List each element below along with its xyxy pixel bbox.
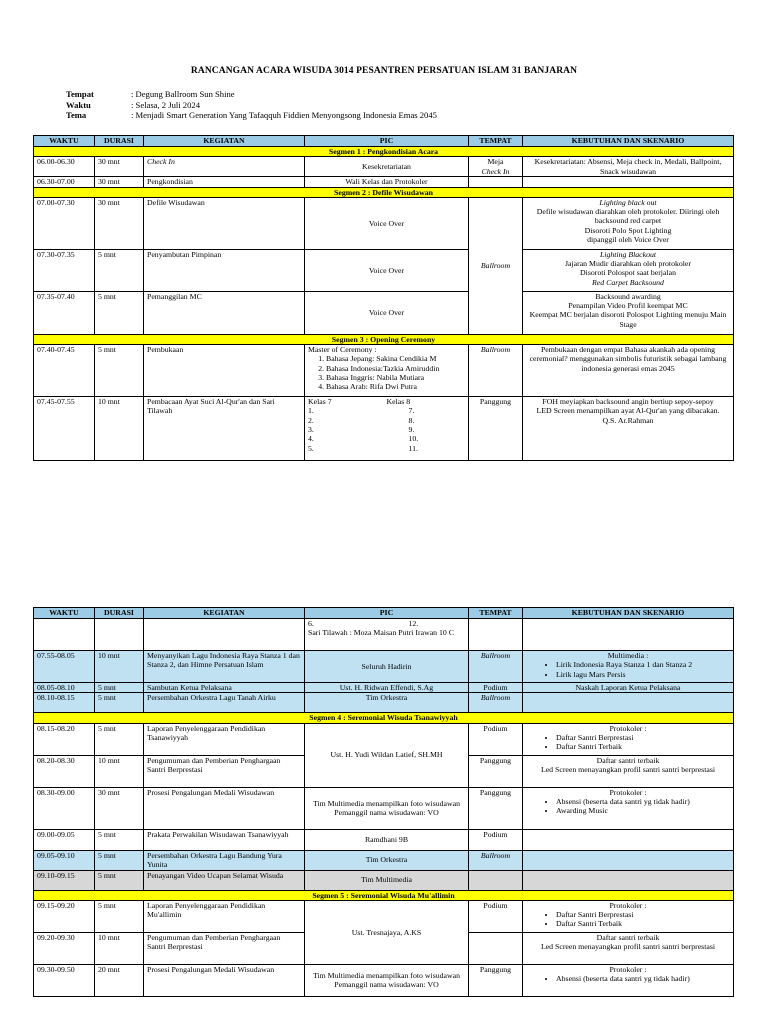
cell-durasi: 10 mnt <box>95 651 144 683</box>
list-item: • Lirik Indonesia Raya Stanza 1 dan Stanza 2 <box>556 660 730 669</box>
cell-tempat: Podium <box>469 900 523 932</box>
skenario-line: Backsound awarding <box>595 291 661 301</box>
cell-skenario <box>523 900 734 932</box>
cell-pic <box>305 397 469 461</box>
table-row <box>34 787 734 829</box>
table-row <box>34 345 734 397</box>
cell-kegiatan: Pemanggilan MC <box>144 291 305 334</box>
reciter-slot: 4. <box>308 434 314 444</box>
skenario-heading: Multimedia : <box>607 651 649 660</box>
cell-tempat: Panggung <box>469 397 523 461</box>
table-row <box>34 619 734 651</box>
cell-skenario <box>523 177 734 187</box>
cell-tempat: Podium <box>469 723 523 755</box>
table-row <box>34 177 734 187</box>
segment-title <box>34 334 734 344</box>
reciter-slot: 5. <box>308 443 314 453</box>
reciter-slot: 9. <box>408 425 415 435</box>
tempat-line: Meja <box>487 157 504 167</box>
cell-tempat: Ballroom <box>469 850 523 870</box>
meta-value: : Degung Ballroom Sun Shine <box>131 89 235 99</box>
meta-key: Tempat <box>66 89 94 99</box>
cell-durasi: 10 mnt <box>95 397 144 461</box>
cell-tempat: Podium <box>469 683 523 693</box>
cell-tempat <box>469 619 523 651</box>
cell-pic: Kesekretariatan <box>305 157 469 177</box>
cell-kegiatan: Menyanyikan Lagu Indonesia Raya Stanza 1 dan Stanza 2, dan Himne Persatuan Islam <box>144 651 305 683</box>
segment-row <box>34 187 734 197</box>
list-item: • Awarding Music <box>556 806 730 815</box>
pic-line: Pemanggil nama wisudawan: VO <box>334 808 439 818</box>
cell-tempat <box>469 932 523 964</box>
list-item: • Lirik lagu Mars Persis <box>556 670 730 679</box>
cell-skenario <box>523 829 734 850</box>
cell-durasi: 10 mnt <box>95 932 144 964</box>
skenario-line: Disoroti Polo Spot Lighting <box>584 225 672 235</box>
cell-durasi: 5 mnt <box>95 291 144 334</box>
meta-row-waktu <box>66 100 437 111</box>
reciter-slot: 3. <box>308 425 314 435</box>
cell-waktu: 07.30-07.35 <box>34 249 95 291</box>
cell-pic: Ust. Tresnajaya, A.KS <box>305 900 469 964</box>
cell-kegiatan: Prosesi Pengalungan Medali Wisudawan <box>144 787 305 829</box>
header-skenario: KEBUTUHAN DAN SKENARIO <box>523 136 734 147</box>
reciter-slot: 12. <box>408 619 419 628</box>
cell-tempat: Ballroom <box>469 197 523 334</box>
skenario-line: Penampilan Video Profil keempat MC <box>568 301 688 311</box>
cell-pic: Voice Over <box>305 197 469 249</box>
table-row <box>34 291 734 334</box>
table-row <box>34 964 734 996</box>
skenario-line: Lighting black out <box>599 197 657 207</box>
table-row <box>34 197 734 249</box>
cell-waktu: 09.30-09.50 <box>34 964 95 996</box>
cell-skenario: Pembukaan dengan empat Bahasa akankah ada opening ceremonial? menggunakan simbolis futuristik sebagai lambang indonesia generasi emas 2045 <box>523 345 734 397</box>
table-row <box>34 397 734 461</box>
cell-kegiatan: Pengkondisian <box>144 177 305 187</box>
sari-tilawah: Sari Tilawah : Moza Maisan Putri Irawan 10 C <box>308 628 454 638</box>
table-row <box>34 870 734 890</box>
mc-list <box>308 354 465 391</box>
cell-waktu: 07.00-07.30 <box>34 197 95 249</box>
cell-durasi: 5 mnt <box>95 850 144 870</box>
skenario-heading: Protokoler : <box>609 787 647 797</box>
cell-skenario <box>523 932 734 964</box>
skenario-line: Defile wisudawan diarahkan oleh protokoler. Diiringi oleh backsound red carpet <box>536 207 720 226</box>
skenario-line: Daftar santri terbaik <box>596 932 660 942</box>
cell-waktu: 06.00-06.30 <box>34 157 95 177</box>
segment-row <box>34 713 734 723</box>
cell-pic <box>305 964 469 996</box>
table-row <box>34 683 734 693</box>
reciter-slot: 11. <box>408 443 418 453</box>
table-row <box>34 723 734 755</box>
cell-durasi: 20 mnt <box>95 964 144 996</box>
segment-row <box>34 334 734 344</box>
skenario-line: FOH meyiapkan backsound angin bertiup sepoy-sepoy <box>542 397 714 407</box>
cell-skenario: Naskah Laporan Ketua Pelaksana <box>523 683 734 693</box>
cell-kegiatan: Defile Wisudawan <box>144 197 305 249</box>
cell-waktu: 08.30-09.00 <box>34 787 95 829</box>
table-row <box>34 651 734 683</box>
header-tempat: TEMPAT <box>469 608 523 619</box>
cell-tempat <box>469 870 523 890</box>
cell-tempat: Ballroom <box>469 693 523 713</box>
skenario-line: Jajaran Mudir diarahkan oleh protokoler <box>564 259 691 269</box>
cell-pic <box>305 619 469 651</box>
cell-waktu: 08.10-08.15 <box>34 693 95 713</box>
skenario-line: dipanggil oleh Voice Over <box>587 235 669 245</box>
segment-title: Segmen 1 : Pengkondisian Acara <box>34 147 734 157</box>
list-item: • Daftar Santri Berprestasi <box>556 733 730 742</box>
cell-kegiatan: Pembukaan <box>144 345 305 397</box>
cell-durasi: 5 mnt <box>95 723 144 755</box>
cell-skenario <box>523 964 734 996</box>
segment-title: Segmen 4 : Seremonial Wisuda Tsanawiyyah <box>34 713 734 723</box>
reciter-slot: 1. <box>308 406 314 416</box>
meta-row-tema <box>66 110 437 121</box>
cell-pic: Ramdhani 9B <box>305 829 469 850</box>
cell-tempat <box>469 177 523 187</box>
cell-kegiatan: Prosesi Pengalungan Medali Wisudawan <box>144 964 305 996</box>
cell-waktu: 06.30-07.00 <box>34 177 95 187</box>
cell-pic: Ust. H. Ridwan Effendi, S.Ag <box>305 683 469 693</box>
skenario-line: Led Screen menayangkan profil santri santri berprestasi <box>540 942 716 952</box>
meta-value: : Menjadi Smart Generation Yang Tafaqquh Fiddien Menyongsong Indonesia Emas 2045 <box>131 110 437 120</box>
header-durasi: DURASI <box>95 136 144 147</box>
cell-kegiatan: Sambutan Ketua Pelaksana <box>144 683 305 693</box>
cell-pic: Wali Kelas dan Protokoler <box>305 177 469 187</box>
list-item: • Daftar Santri Terbaik <box>556 742 730 751</box>
skenario-list <box>526 660 730 679</box>
segment-row <box>34 147 734 157</box>
cell-skenario: Kesekretariatan: Absensi, Meja check in, Medali, Ballpoint, Snack wisudawan <box>523 157 734 177</box>
cell-waktu: 08.05-08.10 <box>34 683 95 693</box>
reciter-slot: 6. <box>308 619 314 628</box>
reciter-slot: 10. <box>408 434 419 444</box>
cell-tempat: Podium <box>469 829 523 850</box>
segment-title-text: Segmen 3 : Opening Ceremony <box>331 334 436 344</box>
list-item: • Daftar Santri Berprestasi <box>556 910 730 919</box>
list-item: 3. Bahasa Inggris: Nabila Mutiara <box>326 373 465 382</box>
cell-durasi: 5 mnt <box>95 829 144 850</box>
pic-line: Tim Multimedia menampilkan foto wisudawan <box>313 798 460 808</box>
tempat-line: Check In <box>481 166 510 176</box>
cell-durasi: 5 mnt <box>95 900 144 932</box>
document-title: RANCANGAN ACARA WISUDA 3014 PESANTREN PERSATUAN ISLAM 31 BANJARAN <box>190 66 578 76</box>
header-kegiatan: KEGIATAN <box>144 608 305 619</box>
segment-title: Segmen 2 : Defile Wisudawan <box>34 187 734 197</box>
cell-pic: Ust. H. Yudi Wildan Latief, SH.MH <box>305 723 469 787</box>
cell-skenario <box>523 249 734 291</box>
header-pic: PIC <box>305 608 469 619</box>
cell-waktu: 07.45-07.55 <box>34 397 95 461</box>
pic-line: Pemanggil nama wisudawan: VO <box>334 980 439 990</box>
meta-row-tempat <box>66 89 437 100</box>
reciter-slot: 2. <box>308 415 314 425</box>
segment-row <box>34 890 734 900</box>
cell-pic: Seluruh Hadirin <box>305 651 469 683</box>
list-item: • Absensi (beserta data santri yg tidak hadir) <box>556 797 730 806</box>
table-header-row <box>34 136 734 147</box>
cell-pic <box>305 787 469 829</box>
cell-skenario <box>523 397 734 461</box>
cell-pic: Voice Over <box>305 249 469 291</box>
cell-durasi: 10 mnt <box>95 755 144 787</box>
list-item: 1. Bahasa Jepang: Sakina Cendikia M <box>326 354 465 363</box>
cell-waktu: 07.35-07.40 <box>34 291 95 334</box>
segment-title: Segmen 5 : Seremonial Wisuda Mu'allimin <box>34 890 734 900</box>
cell-skenario <box>523 850 734 870</box>
cell-waktu: 07.40-07.45 <box>34 345 95 397</box>
cell-kegiatan: Penayangan Video Ucapan Selamat Wisuda <box>144 870 305 890</box>
cell-waktu: 09.00-09.05 <box>34 829 95 850</box>
cell-waktu: 09.15-09.20 <box>34 900 95 932</box>
cell-skenario <box>523 197 734 249</box>
cell-kegiatan: Laporan Penyelenggaraan Pendidikan Tsanawiyyah <box>144 723 305 755</box>
skenario-heading: Protokoler : <box>609 723 647 733</box>
skenario-line: Keempat MC berjalan disoroti Polospot Lighting menuju Main Stage <box>529 310 727 329</box>
meta-key: Tema <box>66 110 87 120</box>
meta-key: Waktu <box>66 99 91 110</box>
cell-durasi: 30 mnt <box>95 157 144 177</box>
cell-kegiatan: Laporan Penyelenggaraan Pendidikan Mu'allimin <box>144 900 305 932</box>
cell-pic: Voice Over <box>305 291 469 334</box>
table-header-row <box>34 608 734 619</box>
reciter-grid <box>308 619 465 628</box>
table-row <box>34 829 734 850</box>
cell-skenario <box>523 787 734 829</box>
cell-tempat: Ballroom <box>469 345 523 397</box>
skenario-list <box>526 797 730 816</box>
cell-waktu <box>34 619 95 651</box>
cell-tempat: Panggung <box>469 787 523 829</box>
header-tempat: TEMPAT <box>469 136 523 147</box>
cell-pic <box>305 345 469 397</box>
cell-pic: Tim Orkestra <box>305 850 469 870</box>
header-kegiatan: KEGIATAN <box>144 136 305 147</box>
cell-kegiatan: Persembahan Orkestra Lagu Bandung Yura Yunita <box>144 850 305 870</box>
cell-kegiatan <box>144 619 305 651</box>
cell-kegiatan: Penyambutan Pimpinan <box>144 249 305 291</box>
pic-heading: Master of Ceremony : <box>308 345 377 355</box>
cell-skenario <box>523 723 734 755</box>
skenario-line: Led Screen menayangkan profil santri santri berprestasi <box>540 764 716 774</box>
reciter-slot: 8. <box>408 415 415 425</box>
header-waktu: WAKTU <box>34 136 95 147</box>
cell-skenario <box>523 693 734 713</box>
cell-skenario <box>523 291 734 334</box>
skenario-heading: Protokoler : <box>609 900 647 910</box>
table-row <box>34 157 734 177</box>
cell-pic: Tim Multimedia <box>305 870 469 890</box>
table-row <box>34 249 734 291</box>
cell-waktu: 08.15-08.20 <box>34 723 95 755</box>
cell-skenario <box>523 870 734 890</box>
cell-durasi: 5 mnt <box>95 249 144 291</box>
skenario-line: Q.S. Ar.Rahman <box>602 415 654 425</box>
cell-waktu: 08.20-08.30 <box>34 755 95 787</box>
schedule-table-1 <box>33 135 734 461</box>
cell-waktu: 07.55-08.05 <box>34 651 95 683</box>
meta-value: : Selasa, 2 Juli 2024 <box>131 99 200 110</box>
header-pic: PIC <box>305 136 469 147</box>
cell-kegiatan: Pembacaan Ayat Suci Al-Qur'an dan Sari Tilawah <box>144 397 305 461</box>
cell-durasi: 30 mnt <box>95 787 144 829</box>
kelas-7-heading: Kelas 7 <box>308 397 332 407</box>
skenario-list <box>526 733 730 752</box>
cell-durasi: 30 mnt <box>95 197 144 249</box>
reciter-grid <box>308 397 465 453</box>
cell-pic: Tim Orkestra <box>305 693 469 713</box>
cell-skenario <box>523 619 734 651</box>
cell-waktu: 09.20-09.30 <box>34 932 95 964</box>
cell-kegiatan: Persembahan Orkestra Lagu Tanah Airku <box>144 693 305 713</box>
skenario-line: Lighting Blackout <box>599 249 657 259</box>
cell-skenario <box>523 651 734 683</box>
list-item: • Daftar Santri Terbaik <box>556 919 730 928</box>
cell-kegiatan: Check In <box>144 157 305 177</box>
skenario-line: LED Screen menampilkan ayat Al-Qur'an yang dibacakan. <box>536 406 720 416</box>
skenario-line: Red Carpet Backsound <box>592 277 664 287</box>
list-item: 4. Bahasa Arab: Rifa Dwi Putra <box>326 382 465 391</box>
cell-skenario <box>523 755 734 787</box>
cell-tempat: Panggung <box>469 755 523 787</box>
header-skenario: KEBUTUHAN DAN SKENARIO <box>523 608 734 619</box>
skenario-line: Daftar santri terbaik <box>596 755 660 765</box>
table-row <box>34 850 734 870</box>
skenario-line: Disoroti Polospot saat berjalan <box>580 268 676 278</box>
pic-line: Tim Multimedia menampilkan foto wisudawan <box>313 971 460 981</box>
table-row <box>34 900 734 932</box>
header-durasi: DURASI <box>95 608 144 619</box>
table-row <box>34 693 734 713</box>
cell-kegiatan: Pengumuman dan Pemberian Penghargaan Santri Berprestasi <box>144 755 305 787</box>
header-waktu: WAKTU <box>34 608 95 619</box>
cell-durasi: 5 mnt <box>95 870 144 890</box>
skenario-list <box>526 974 730 983</box>
skenario-heading: Protokoler : <box>609 964 647 974</box>
list-item: 2. Bahasa Indonesia:Tazkia Amiruddin <box>326 364 465 373</box>
cell-kegiatan: Prakata Perwakilan Wisudawan Tsanawiyyah <box>144 829 305 850</box>
cell-tempat: Ballroom <box>469 651 523 683</box>
cell-durasi: 5 mnt <box>95 693 144 713</box>
cell-durasi: 30 mnt <box>95 177 144 187</box>
cell-tempat <box>469 157 523 177</box>
skenario-list <box>526 910 730 929</box>
cell-durasi: 5 mnt <box>95 683 144 693</box>
cell-durasi: 5 mnt <box>95 345 144 397</box>
cell-tempat: Panggung <box>469 964 523 996</box>
cell-waktu: 09.10-09.15 <box>34 870 95 890</box>
cell-kegiatan: Pengumuman dan Pemberian Penghargaan Santri Berprestasi <box>144 932 305 964</box>
schedule-table-2 <box>33 607 734 997</box>
list-item: • Absensi (beserta data santri yg tidak hadir) <box>556 974 730 983</box>
event-meta <box>66 89 437 121</box>
cell-waktu: 09.05-09.10 <box>34 850 95 870</box>
kelas-8-heading: Kelas 8 <box>386 397 411 407</box>
reciter-slot: 7. <box>408 406 415 416</box>
cell-durasi <box>95 619 144 651</box>
